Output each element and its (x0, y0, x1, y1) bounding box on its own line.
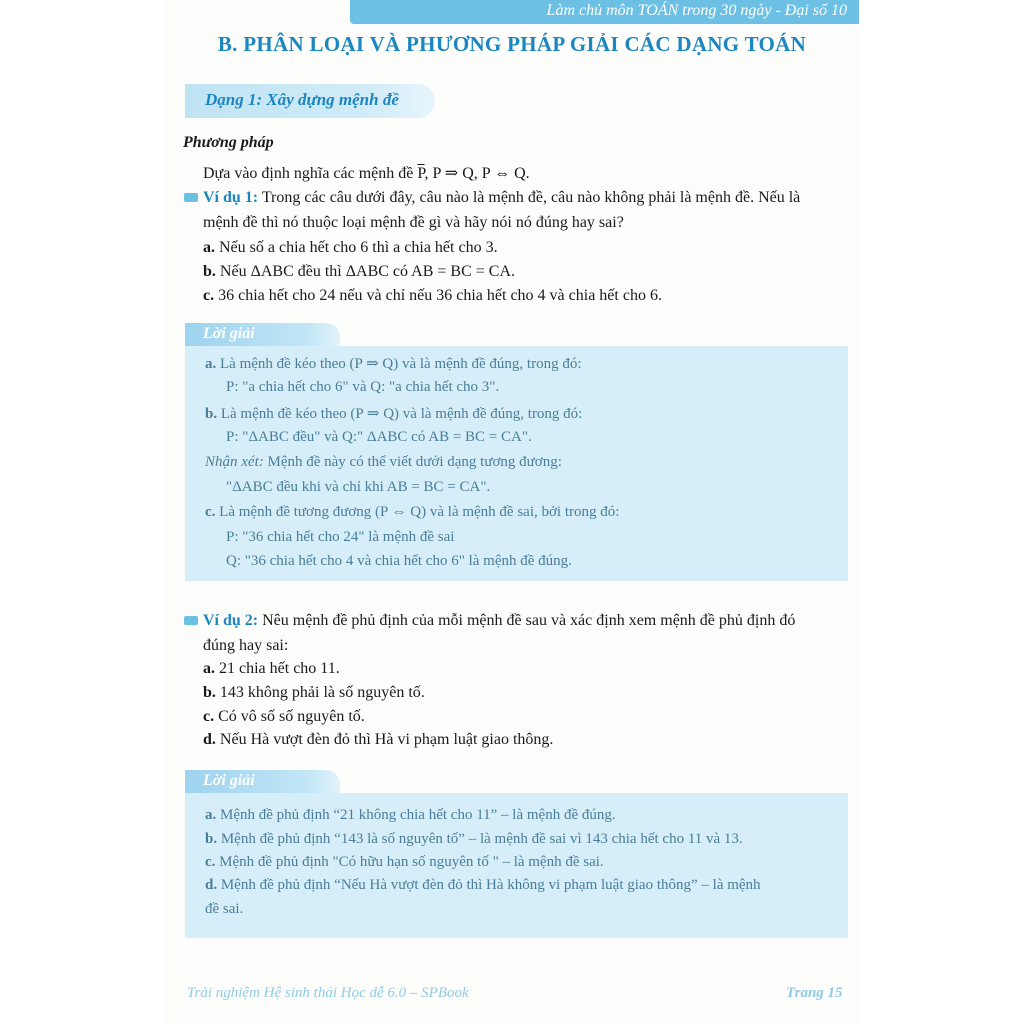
example1-item-c: c. 36 chia hết cho 24 nếu và chỉ nếu 36 chia hết cho 4 và chia hết cho 6. (203, 287, 662, 304)
solution1-b: b. Là mệnh đề kéo theo (P ⇒ Q) và là mệnh đề đúng, trong đó: (205, 406, 583, 422)
solution2-d: d. Mệnh đề phủ định “Nếu Hà vượt đèn đỏ thì Hà không vi phạm luật giao thông” – là mệnh (205, 877, 761, 893)
example2-item-d: d. Nếu Hà vượt đèn đỏ thì Hà vi phạm luật giao thông. (203, 731, 554, 748)
method-title: Phương pháp (183, 134, 274, 151)
example1-line1: Ví dụ 1: Trong các câu dưới đây, câu nào là mệnh đề, câu nào không phải là mệnh đề. Nếu là (203, 189, 801, 206)
solution1-b-detail: P: "ΔABC đều" và Q:" ΔABC có AB = BC = CA". (226, 429, 532, 445)
header-band (350, 0, 859, 24)
solution1-c-detail2: Q: "36 chia hết cho 4 và chia hết cho 6" là mệnh đề đúng. (226, 553, 572, 569)
topic-label: Dạng 1: Xây dựng mệnh đề (205, 90, 399, 109)
page-number: Trang 15 (786, 985, 843, 1001)
solution1-c-detail1: P: "36 chia hết cho 24" là mệnh đề sai (226, 529, 455, 545)
example2-item-b: b. 143 không phải là số nguyên tố. (203, 684, 425, 701)
footer-tagline: Trải nghiệm Hệ sinh thái Học dễ 6.0 – SPBook (187, 985, 469, 1001)
solution2-c: c. Mệnh đề phủ định "Có hữu hạn số nguyên tố " – là mệnh đề sai. (205, 854, 604, 870)
solution1-a: a. Là mệnh đề kéo theo (P ⇒ Q) và là mệnh đề đúng, trong đó: (205, 356, 582, 372)
topic-box (185, 84, 435, 118)
example2-label: Ví dụ 2: (203, 612, 259, 629)
solution2-a: a. Mệnh đề phủ định “21 không chia hết cho 11” – là mệnh đề đúng. (205, 807, 616, 823)
solution1-remark-detail: "ΔABC đều khi và chỉ khi AB = BC = CA". (226, 479, 491, 495)
section-title: B. PHÂN LOẠI VÀ PHƯƠNG PHÁP GIẢI CÁC DẠNG TOÁN (217, 32, 807, 56)
solution1-remark: Nhận xét: Mệnh đề này có thể viết dưới dạng tương đương: (205, 454, 562, 470)
example1-item-b: b. Nếu ΔABC đều thì ΔABC có AB = BC = CA. (203, 263, 515, 280)
example-icon (184, 616, 198, 625)
solution2-tab: Lời giải (185, 770, 340, 794)
solution1-tab: Lời giải (185, 323, 340, 347)
example2-item-c: c. Có vô số số nguyên tố. (203, 708, 365, 725)
solution1-c: c. Là mệnh đề tương đương (P ⇔ Q) và là mệnh đề sai, bởi trong đó: (205, 504, 620, 520)
example1-line2: mệnh đề thì nó thuộc loại mệnh đề gì và hãy nói nó đúng hay sai? (203, 214, 624, 231)
example1-label: Ví dụ 1: (203, 189, 259, 206)
solution2-d-cont: đề sai. (205, 901, 244, 917)
solution2-b: b. Mệnh đề phủ định “143 là số nguyên tố” – là mệnh đề sai vì 143 chia hết cho 11 và 13. (205, 831, 743, 847)
example2-item-a: a. 21 chia hết cho 11. (203, 660, 340, 677)
running-title: Làm chủ môn TOÁN trong 30 ngày - Đại số 10 (546, 2, 847, 19)
example-icon (184, 193, 198, 202)
example1-item-a: a. Nếu số a chia hết cho 6 thì a chia hết cho 3. (203, 239, 498, 256)
example2-line2: đúng hay sai: (203, 637, 289, 654)
example2-line1: Ví dụ 2: Nêu mệnh đề phủ định của mỗi mệnh đề sau và xác định xem mệnh đề phủ định đó (203, 612, 796, 629)
method-text: Dựa vào định nghĩa các mệnh đề $\overline{P}$, P ⇒ Q, P ⇔ Q. (203, 165, 530, 182)
solution1-a-detail: P: "a chia hết cho 6" và Q: "a chia hết cho 3". (226, 379, 500, 395)
